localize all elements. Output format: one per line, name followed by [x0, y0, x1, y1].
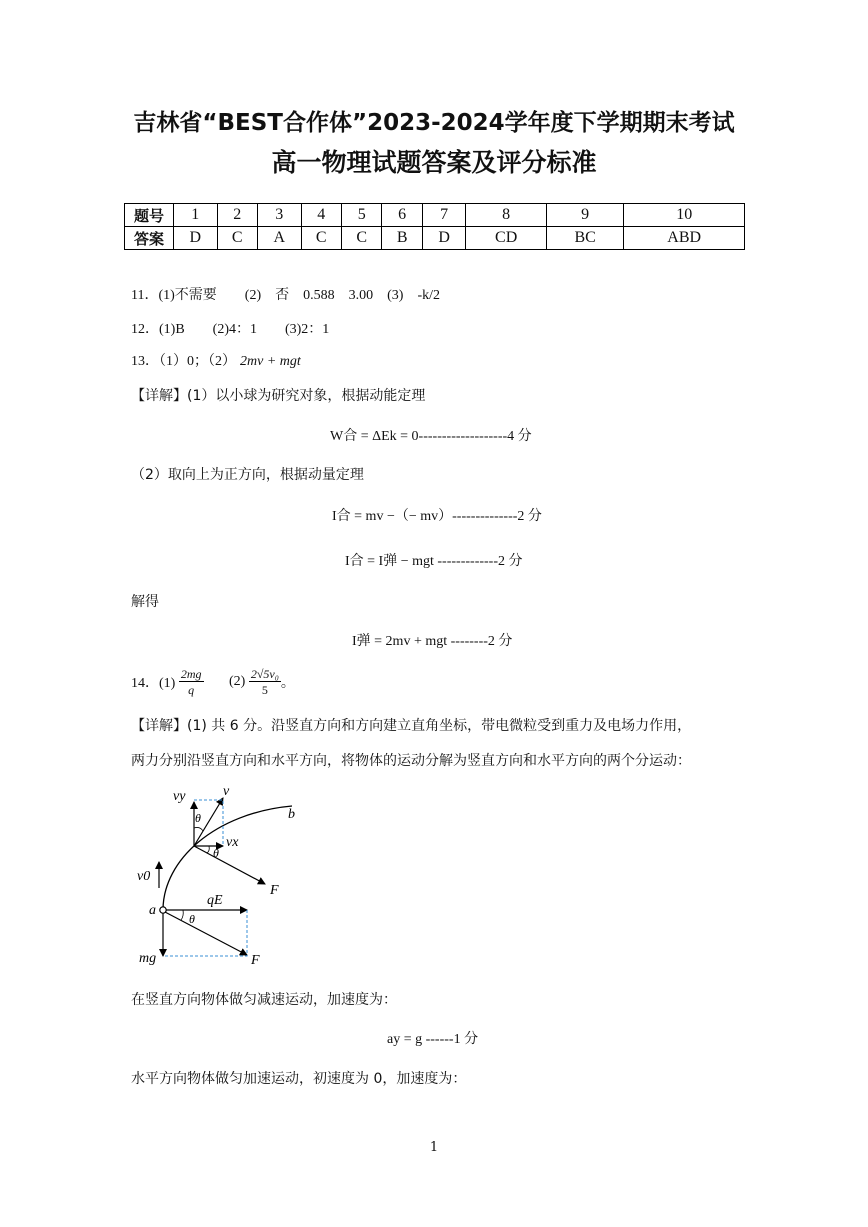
table-header-answer: 答案 — [125, 227, 174, 250]
q14-equation-ay: ay = g ------1 分 — [387, 1032, 479, 1047]
q14-answer1-denominator: q — [188, 683, 195, 697]
table-cell: 8 — [466, 204, 547, 227]
table-cell: C — [301, 227, 341, 250]
label-vy: vy — [173, 789, 186, 804]
q14-prefix: 14．(1) — [131, 676, 176, 691]
label-b: b — [288, 807, 295, 822]
label-theta-mid: θ — [213, 846, 219, 860]
table-row-numbers — [125, 204, 745, 227]
q14-vertical-text: 在竖直方向物体做匀减速运动，加速度为： — [131, 992, 397, 1008]
document-title-line1: 吉林省“BEST合作体”2023-2024学年度下学期期末考试 — [133, 110, 735, 136]
q14-answer2-label: (2) — [229, 674, 246, 689]
answer-q12: 12．(1)B (2)4：1 (3)2：1 — [131, 322, 330, 337]
q14-answer1-numerator: 2mg — [180, 667, 202, 681]
table-cell: 6 — [382, 204, 422, 227]
table-cell: D — [422, 227, 466, 250]
page-number: 1 — [429, 1140, 439, 1155]
q13-equation-1: W合 = ΔEk = 0-------------------4 分 — [330, 429, 532, 444]
label-qE: qE — [207, 893, 223, 908]
table-cell: 10 — [624, 204, 745, 227]
label-v: v — [223, 784, 230, 799]
F-vector-lower — [165, 912, 247, 955]
table-cell: BC — [546, 227, 623, 250]
table-cell: 2 — [217, 204, 257, 227]
angle-arc-lower — [181, 910, 183, 920]
table-cell: CD — [466, 227, 547, 250]
force-diagram — [125, 780, 315, 970]
q13-equation-2: I合 = mv −（− mv）--------------2 分 — [332, 509, 542, 524]
answer-table — [124, 203, 745, 250]
q13-equation-3: I合 = I弹 − mgt -------------2 分 — [345, 554, 523, 569]
table-cell: ABD — [624, 227, 745, 250]
q14-answer2-numerator: 2√5v₀ — [250, 667, 279, 681]
q13-prefix: 13．（1）0；（2） — [131, 354, 236, 369]
q14-detail-line2: 两力分别沿竖直方向和水平方向，将物体的运动分解为竖直方向和水平方向的两个分运动： — [131, 753, 691, 769]
table-cell: C — [217, 227, 257, 250]
label-F-upper: F — [270, 883, 279, 898]
F-vector-upper — [194, 846, 265, 884]
q13-detail-intro: 【详解】(1）以小球为研究对象，根据动能定理 — [131, 388, 426, 404]
q14-detail-line1: 【详解】(1) 共 6 分。沿竖直方向和方向建立直角坐标，带电微粒受到重力及电场力作用， — [131, 718, 692, 734]
q13-solve-label: 解得 — [131, 594, 159, 610]
angle-arc-upper — [194, 827, 203, 831]
label-v0: v0 — [137, 869, 151, 884]
label-vx: vx — [226, 835, 239, 850]
label-theta-low: θ — [189, 912, 195, 926]
table-cell: 5 — [341, 204, 381, 227]
q14-answer1-fraction — [179, 668, 204, 696]
label-a: a — [149, 903, 156, 918]
table-header-number: 题号 — [125, 204, 174, 227]
answer-q13 — [131, 350, 301, 370]
label-theta-top: θ — [195, 811, 201, 825]
table-cell: 4 — [301, 204, 341, 227]
q13-equation-4: I弹 = 2mv + mgt --------2 分 — [352, 634, 513, 649]
table-cell: 7 — [422, 204, 466, 227]
angle-arc-mid — [207, 846, 209, 853]
answer-q11: 11．(1)不需要 (2) 否 0.588 3.00 (3) -k/2 — [131, 288, 441, 303]
q14-answer2-denominator: 5 — [261, 683, 268, 697]
label-F-lower: F — [251, 953, 260, 968]
q14-horizontal-text: 水平方向物体做匀加速运动，初速度为 0，加速度为： — [131, 1071, 467, 1087]
q14-answer2-suffix: 。 — [280, 676, 295, 691]
answer-q14 — [131, 668, 295, 696]
q13-part2-intro: （2）取向上为正方向，根据动量定理 — [131, 467, 364, 483]
table-cell: B — [382, 227, 422, 250]
document-title-line2: 高一物理试题答案及评分标准 — [271, 148, 597, 177]
q13-answer: 2mv + mgt — [240, 354, 301, 369]
q14-answer2-fraction — [249, 668, 281, 696]
table-cell: C — [341, 227, 381, 250]
table-cell: 9 — [546, 204, 623, 227]
table-cell: 3 — [257, 204, 301, 227]
table-cell: 1 — [174, 204, 218, 227]
table-cell: D — [174, 227, 218, 250]
table-cell: A — [257, 227, 301, 250]
table-row-answers — [125, 227, 745, 250]
label-mg: mg — [139, 951, 157, 966]
